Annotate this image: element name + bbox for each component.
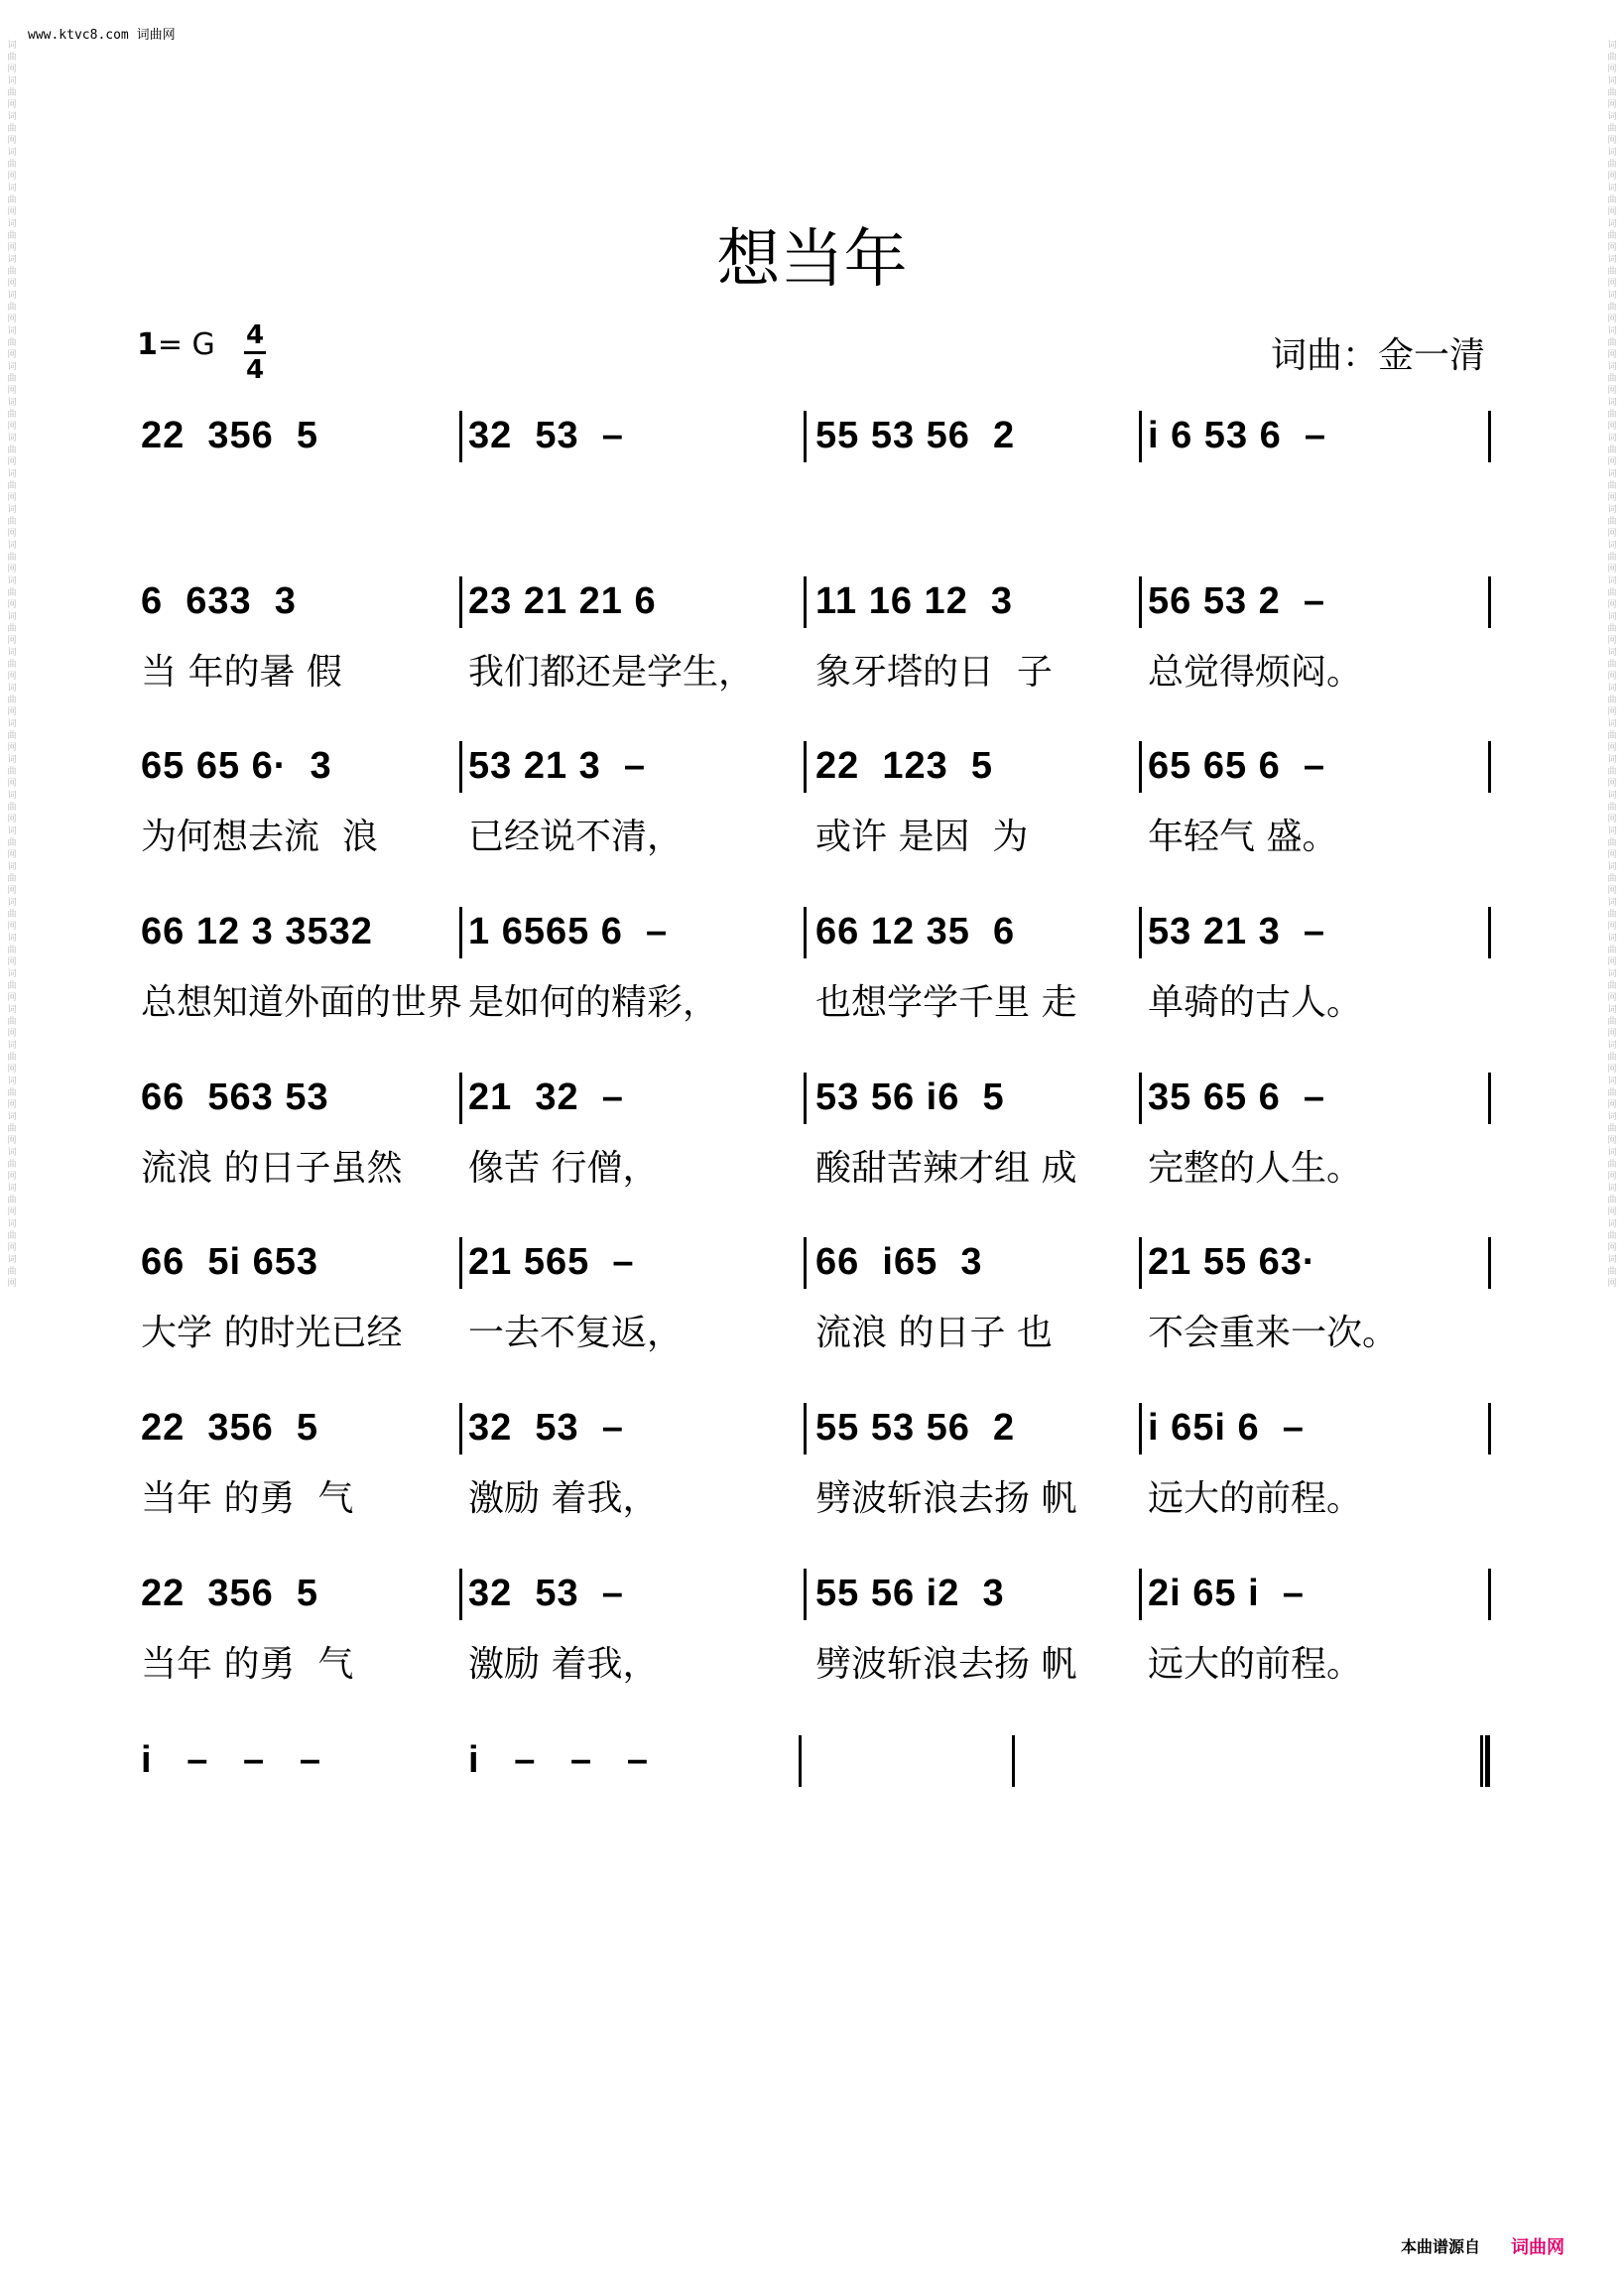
- notes: 65 65 6 –: [1148, 745, 1326, 787]
- staff-row: [137, 572, 1491, 632]
- staff-row: [137, 737, 1491, 797]
- notes: 11 16 12 3: [815, 580, 1014, 622]
- notes: i 65i 6 –: [1148, 1407, 1305, 1449]
- lyric-segment: 像苦 行僧，: [468, 1148, 659, 1189]
- barline: [804, 1237, 807, 1289]
- notes: 35 65 6 –: [1148, 1076, 1326, 1118]
- barline: [1139, 741, 1142, 793]
- barline: [799, 1735, 802, 1787]
- barline: [459, 907, 462, 958]
- lyric-segment: 象牙塔的日 子: [815, 652, 1053, 693]
- notes: 53 21 3 –: [1148, 911, 1326, 952]
- barline: [804, 741, 807, 793]
- lyric-segment: 大学 的时光已经: [141, 1313, 403, 1353]
- lyric-segment: 劈波斩浪去扬 帆: [815, 1478, 1077, 1519]
- staff-row: [137, 903, 1491, 962]
- notes: 32 53 –: [468, 415, 624, 456]
- lyric-segment: 单骑的古人。: [1148, 982, 1363, 1023]
- barline: [1488, 1569, 1491, 1620]
- lyric-segment: 当 年的暑 假: [141, 652, 342, 693]
- key-prefix: 1: [137, 327, 158, 362]
- notes: 1 6565 6 –: [468, 911, 669, 952]
- key-signature: [137, 327, 215, 362]
- credit: 词曲：金一清: [1270, 335, 1485, 376]
- barline: [459, 741, 462, 793]
- footer-note: 本曲谱源自: [1400, 2237, 1480, 2256]
- barline: [1139, 576, 1142, 628]
- lyric-segment: 为何想去流 浪: [141, 817, 378, 857]
- notes: 66 12 35 6: [815, 911, 1016, 952]
- notes: 53 56 i6 5: [815, 1076, 1005, 1118]
- lyric-segment: 当年 的勇 气: [141, 1644, 354, 1685]
- barline: [1139, 411, 1142, 462]
- barline: [804, 411, 807, 462]
- lyric-segment: 完整的人生。: [1148, 1148, 1363, 1189]
- notes: 32 53 –: [468, 1407, 624, 1449]
- lyric-segment: 酸甜苦辣才组 成: [815, 1148, 1077, 1189]
- barline: [804, 1073, 807, 1124]
- staff-row: [137, 1731, 1491, 1791]
- lyric-segment: 我们都还是学生，: [468, 652, 755, 693]
- barline: [1488, 907, 1491, 958]
- site-header: www.ktvc8.com 词曲网: [28, 28, 176, 43]
- lyric-segment: 不会重来一次。: [1148, 1313, 1399, 1353]
- barline: [459, 1237, 462, 1289]
- lyric-segment: 当年 的勇 气: [141, 1478, 354, 1519]
- lyric-segment: 一去不复返，: [468, 1313, 684, 1353]
- notes: 6 633 3: [141, 580, 297, 622]
- barline: [1012, 1735, 1015, 1787]
- notes: 55 53 56 2: [815, 1407, 1016, 1449]
- notes: 56 53 2 –: [1148, 580, 1326, 622]
- notes: i – – –: [141, 1739, 321, 1781]
- song-title: 想当年: [716, 223, 908, 297]
- notes: 66 563 53: [141, 1076, 329, 1118]
- lyric-segment: 也想学学千里 走: [815, 982, 1077, 1023]
- barline: [804, 907, 807, 958]
- barline: [1139, 1237, 1142, 1289]
- side-watermark-left: 词曲网词曲网词曲网词曲网词曲网词曲网词曲网词曲网词曲网词曲网词曲网词曲网词曲网词曲网词曲网词曲网词曲网词曲网词曲网词曲网词曲网词曲网词曲网词曲网词曲网词曲网词曲网词曲网词曲网词曲网词曲网词曲网词曲网词曲网词曲网: [7, 41, 17, 1289]
- lyric-segment: 远大的前程。: [1148, 1644, 1363, 1685]
- barline: [459, 576, 462, 628]
- barline: [804, 576, 807, 628]
- barline: [1488, 741, 1491, 793]
- notes: 55 53 56 2: [815, 415, 1016, 456]
- lyric-segment: 已经说不清，: [468, 817, 684, 857]
- barline: [1139, 907, 1142, 958]
- notes: 65 65 6· 3: [141, 745, 332, 787]
- barline: [459, 411, 462, 462]
- notes: 53 21 3 –: [468, 745, 647, 787]
- lyric-segment: 远大的前程。: [1148, 1478, 1363, 1519]
- notes: 32 53 –: [468, 1573, 624, 1614]
- notes: i 6 53 6 –: [1148, 415, 1327, 456]
- notes: 21 565 –: [468, 1241, 635, 1283]
- notes: 22 356 5: [141, 1573, 319, 1614]
- barline: [1139, 1403, 1142, 1455]
- notes: 66 i65 3: [815, 1241, 983, 1283]
- notes: 66 12 3 3532: [141, 911, 373, 952]
- barline: [459, 1073, 462, 1124]
- notes: i – – –: [468, 1739, 649, 1781]
- notes: 22 356 5: [141, 1407, 319, 1449]
- lyric-segment: 流浪 的日子虽然: [141, 1148, 403, 1189]
- staff-row: [137, 407, 1491, 466]
- notes: 21 32 –: [468, 1076, 624, 1118]
- lyric-segment: 是如何的精彩，: [468, 982, 719, 1023]
- staff-row: [137, 1565, 1491, 1624]
- side-watermark-right: 词曲网词曲网词曲网词曲网词曲网词曲网词曲网词曲网词曲网词曲网词曲网词曲网词曲网词曲网词曲网词曲网词曲网词曲网词曲网词曲网词曲网词曲网词曲网词曲网词曲网词曲网词曲网词曲网词曲网词曲网词曲网词曲网词曲网词曲网词曲网: [1607, 41, 1617, 1289]
- time-signature: [244, 320, 266, 385]
- barline: [804, 1403, 807, 1455]
- notes: 22 356 5: [141, 415, 319, 456]
- notes: 22 123 5: [815, 745, 994, 787]
- barline: [1139, 1073, 1142, 1124]
- barline: [804, 1569, 807, 1620]
- lyric-segment: 劈波斩浪去扬 帆: [815, 1644, 1077, 1685]
- time-top: 4: [245, 320, 265, 350]
- lyric-segment: 总想知道外面的世界: [141, 982, 463, 1023]
- barline: [459, 1403, 462, 1455]
- notes: 66 5i 653: [141, 1241, 319, 1283]
- barline: [1488, 1073, 1491, 1124]
- staff-row: [137, 1399, 1491, 1458]
- lyric-segment: 流浪 的日子 也: [815, 1313, 1053, 1353]
- notes: 21 55 63·: [1148, 1241, 1316, 1283]
- lyric-segment: 或许 是因 为: [815, 817, 1029, 857]
- staff-row: [137, 1233, 1491, 1293]
- key-rest: = G: [157, 327, 215, 362]
- staff-row: [137, 1069, 1491, 1128]
- barline: [1488, 576, 1491, 628]
- footer-logo: 词曲网: [1511, 2237, 1564, 2258]
- final-barline: [1480, 1735, 1490, 1787]
- notes: 55 56 i2 3: [815, 1573, 1005, 1614]
- time-bottom: 4: [245, 355, 265, 385]
- barline: [459, 1569, 462, 1620]
- notes: 23 21 21 6: [468, 580, 657, 622]
- barline: [1488, 1237, 1491, 1289]
- lyric-segment: 激励 着我，: [468, 1644, 659, 1685]
- lyric-segment: 年轻气 盛。: [1148, 817, 1338, 857]
- barline: [1488, 411, 1491, 462]
- lyric-segment: 激励 着我，: [468, 1478, 659, 1519]
- barline: [1488, 1403, 1491, 1455]
- barline: [1139, 1569, 1142, 1620]
- notes: 2i 65 i –: [1148, 1573, 1305, 1614]
- lyric-segment: 总觉得烦闷。: [1148, 652, 1363, 693]
